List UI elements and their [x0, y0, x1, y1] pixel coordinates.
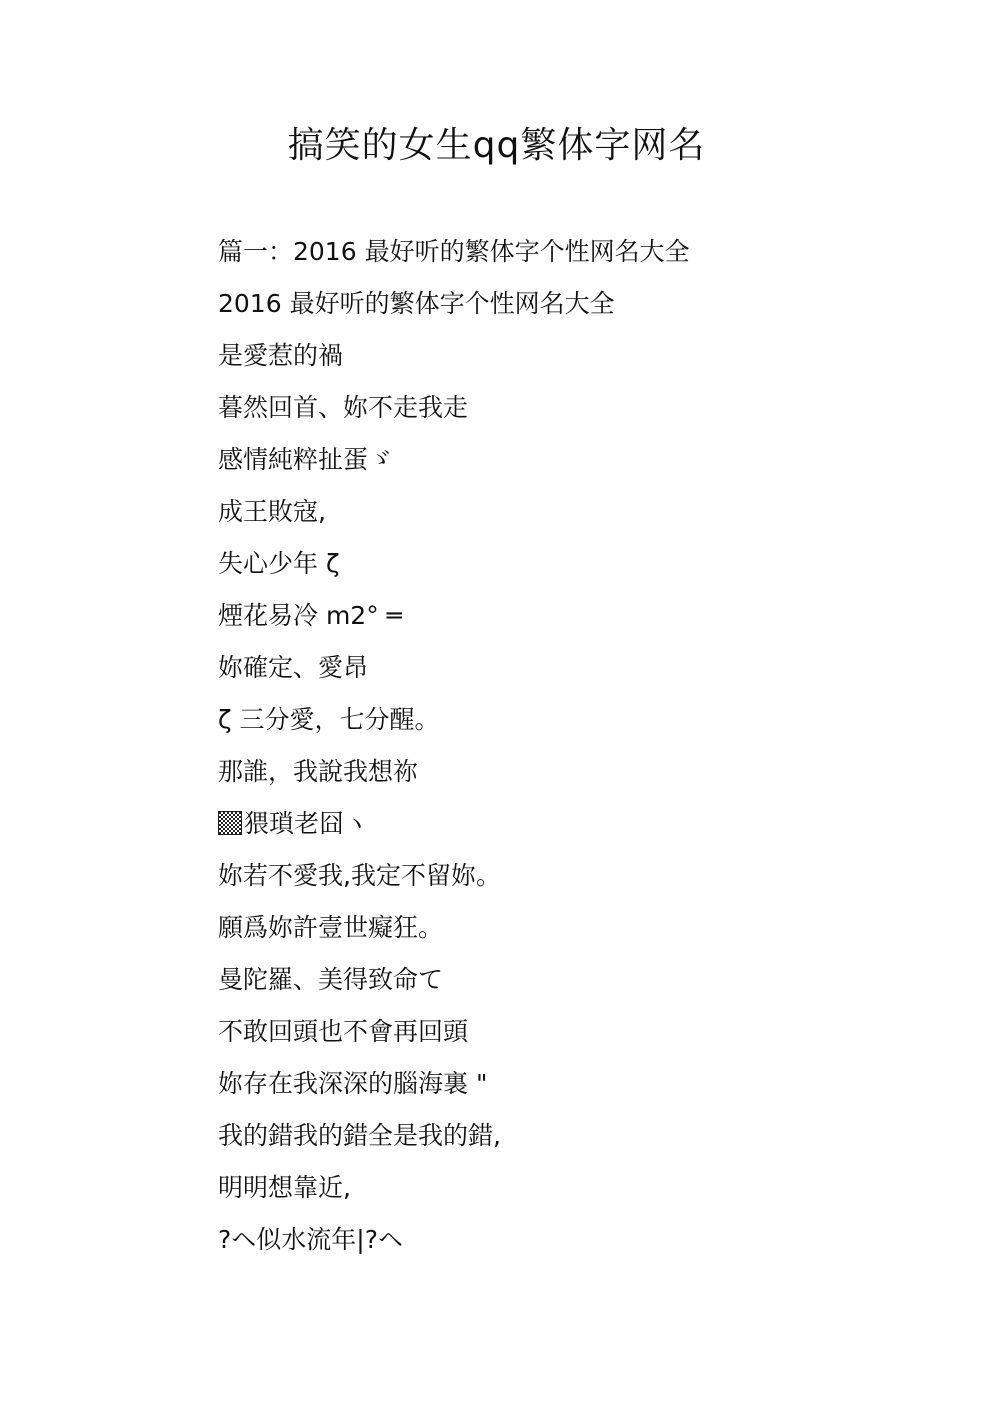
- nickname-list: [218, 226, 918, 1266]
- list-item: [218, 798, 918, 850]
- list-item: 煙花易冷 m2° ═: [218, 601, 402, 630]
- list-item: ?ヘ似水流年|?ヘ: [218, 1225, 403, 1254]
- list-item: 不敢回頭也不會再回頭: [218, 1017, 469, 1046]
- missing-glyph-icon: [218, 811, 242, 835]
- list-item: 成王敗寇,: [218, 497, 326, 526]
- list-item: 曼陀羅、美得致命て: [218, 965, 444, 994]
- list-item: 是愛惹的禍: [218, 341, 344, 370]
- list-item: ζ 三分愛，七分醒。: [218, 705, 440, 734]
- list-item: 那誰，我說我想祢: [218, 757, 419, 786]
- list-item: 妳若不愛我,我定不留妳。: [218, 861, 501, 890]
- list-item: 感情純粹扯蛋ゞ: [218, 445, 394, 474]
- list-item: 失心少年 ζ: [218, 549, 340, 578]
- list-item-text: 猥瑣老囧ヽ: [244, 809, 370, 838]
- list-item: 妳確定、愛昂: [218, 653, 369, 682]
- list-item: 願爲妳許壹世癡狂。: [218, 913, 444, 942]
- list-item: 明明想靠近,: [218, 1173, 351, 1202]
- subheading: 2016 最好听的繁体字个性网名大全: [218, 289, 615, 318]
- list-item: 妳存在我深深的腦海裏 ": [218, 1069, 488, 1098]
- document-title: 搞笑的女生qq繁体字网名: [287, 125, 706, 166]
- section-heading: 篇一：2016 最好听的繁体字个性网名大全: [218, 237, 690, 266]
- list-item: 我的錯我的錯全是我的錯,: [218, 1121, 501, 1150]
- list-item: 暮然回首、妳不走我走: [218, 393, 469, 422]
